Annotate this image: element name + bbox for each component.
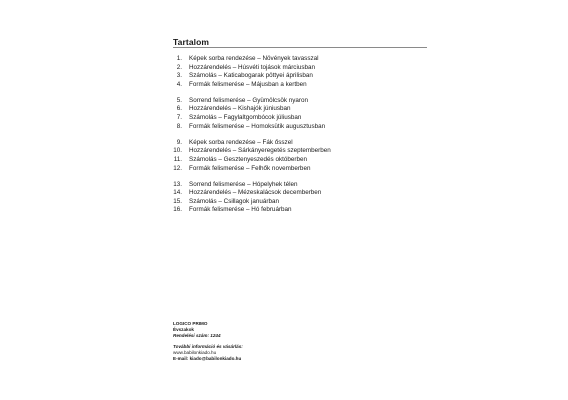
toc-item [168,81,428,90]
series-name: LOGICO PRIMO [173,321,208,326]
toc-item-number: 14. [173,189,182,197]
website-link[interactable]: www.babilonkiado.hu [173,350,217,355]
toc-item [168,114,428,123]
toc-item-number: 13. [173,180,182,188]
toc-item-number: 12. [173,164,182,172]
toc-item-text: Hozzárendelés – Kishajók júniusban [189,105,291,113]
toc-item-text: Képek sorba rendezése – Növények tavasszal [189,55,319,62]
toc-item [168,165,428,174]
toc-item-text: Formák felismerése – Hó februárban [189,206,292,214]
toc-item-number: 10. [173,147,182,155]
toc-item-number: 6. [176,105,182,113]
toc-item-text: Számolás – Csillagok januárban [189,197,279,205]
toc-item-text: Sorrend felismerése – Gyümölcsök nyaron [189,96,308,104]
toc-item [168,189,428,198]
toc-item-number: 9. [176,138,182,146]
toc-item-number: 16. [173,206,182,214]
toc-item-number: 1. [176,55,182,62]
toc-item-text: Számolás – Gesztenyeszedés októberben [189,155,307,163]
more-info-label: További információ és vásárlás: [173,344,243,349]
toc-item [168,198,428,207]
toc-item-text: Sorrend felismerése – Hópelyhek télen [189,180,298,188]
toc-item [168,123,428,132]
toc-group-summer [168,97,428,131]
toc-item-text: Formák felismerése – Felhők novemberben [189,164,311,172]
toc-item [168,97,428,106]
toc-item-text: Képek sorba rendezése – Fák ősszel [189,138,293,146]
table-of-contents [168,55,428,223]
order-number: Rendelési szám: 1244 [173,333,221,338]
toc-item-number: 8. [176,122,182,130]
toc-title: Tartalom [173,37,210,47]
toc-item-number: 4. [176,80,182,88]
toc-item [168,72,428,81]
toc-item [168,105,428,114]
toc-item-text: Számolás – Katicabogarak pöttyei áprilisban [189,72,313,80]
toc-item-text: Számolás – Fagylaltgombócok júliusban [189,114,302,122]
toc-item [168,147,428,156]
toc-group-winter [168,181,428,215]
email-link[interactable]: E-mail: kiado@babilonkiado.hu [173,356,242,361]
toc-item-number: 7. [176,114,182,122]
toc-item [168,55,428,64]
toc-item-text: Hozzárendelés – Húsvéti tojások márciusban [189,63,315,71]
toc-item-number: 5. [176,96,182,104]
toc-item [168,64,428,73]
toc-item-text: Hozzárendelés – Mézeskalácsok decemberben [189,189,322,197]
colophon [173,321,243,362]
toc-item-text: Formák felismerése – Májusban a kertben [189,80,307,88]
toc-item [168,139,428,148]
book-subtitle: Évszakok [173,327,194,332]
toc-item-text: Formák felismerése – Homoksütik augusztusban [189,122,326,130]
toc-item [168,156,428,165]
toc-item-number: 15. [173,197,182,205]
toc-group-autumn [168,139,428,173]
toc-item-number: 3. [176,72,182,80]
toc-group-spring [168,55,428,89]
toc-item-number: 2. [176,63,182,71]
toc-item-text: Hozzárendelés – Sárkányeregetés szeptemberben [189,147,331,155]
title-divider [173,47,427,48]
toc-item-number: 11. [173,155,182,163]
toc-item [168,181,428,190]
toc-item [168,206,428,215]
